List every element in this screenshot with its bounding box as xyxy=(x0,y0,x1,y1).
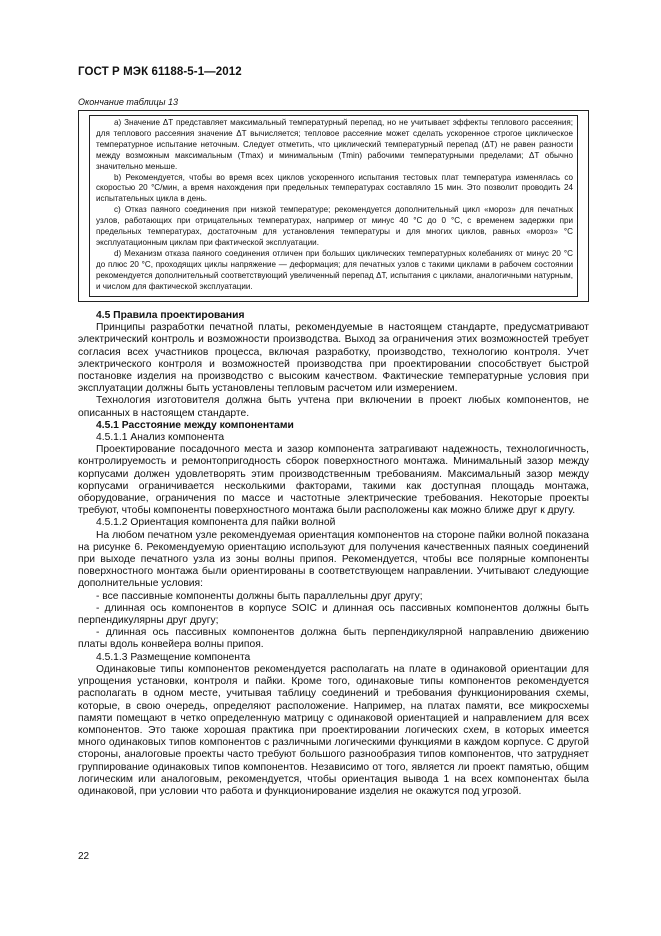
list-item: - все пассивные компоненты должны быть параллельны друг другу; xyxy=(96,590,423,602)
list-item: - длинная ось компонентов в корпусе SOIC и длинная ось пассивных компонентов должны быть перпендикулярны друг другу; xyxy=(78,602,589,627)
paragraph: Технология изготовителя должна быть учтена при включении в проект любых компонентов, не описанных в настоящем стандарте. xyxy=(78,395,589,419)
table-note-a: a) Значение ΔT представляет максимальный температурный перепад, но не учитывает эффекты теплового рассеяния; для теплового рассеяния значение ΔT вычисляется; тепловое рассеяние может сделать ускоренное строгое циклическое температурное испытание неточным. Следует отметить, что циклический температурный перепад (ΔT) не равен разности между возможным максимальным (Tmax) и минимальным (Tmin) рабочими температурными пределами; ΔT обычно значительно меньше. xyxy=(96,118,573,171)
document-header: ГОСТ Р МЭК 61188-5-1—2012 xyxy=(78,66,242,78)
subsection-title: 4.5.1.1 Анализ компонента xyxy=(96,432,225,444)
paragraph: Принципы разработки печатной платы, рекомендуемые в настоящем стандарте, предусматривают электрический контроль и возможности производства. Выход за ограничения этих возможностей требует согласия всех участников процесса, включая разработку, производство, технологию контроля. Учет электрического контроля и возможностей производства при проектировании способствует быстрой постановке изделия на производство с высоким качеством. Фактические температурные условия при эксплуатации должны быть установлены тепловым расчетом или измерением. xyxy=(78,322,589,395)
table-notes-frame xyxy=(78,110,589,302)
table-caption: Окончание таблицы 13 xyxy=(78,97,178,107)
table-notes xyxy=(89,115,578,297)
table-note-b: b) Рекомендуется, чтобы во время всех циклов ускоренного испытания тестовых плат температура изменялась со скоростью 20 °С/мин, а время нахождения при предельных температурах составляло 15 мин. Это позволит проводить 24 испытательных цикла в день. xyxy=(96,172,573,204)
paragraph: Проектирование посадочного места и зазор компонента затрагивают надежность, технологичность, контролируемость и ремонтопригодность сборок поверхностного монтажа. Минимальный зазор между корпусами должен удовлетворять этим производственным требованиям. Максимальный зазор между корпусами ограничивается несколькими факторами, такими как доступная площадь монтажа, оборудование, ограничения по массе и частотные электрические требования. Некоторые проекты требуют, чтобы компоненты поверхностного монтажа были расположены как можно ближе друг к другу. xyxy=(78,444,589,517)
subsection-title: 4.5.1.3 Размещение компонента xyxy=(96,651,251,663)
paragraph: На любом печатном узле рекомендуемая ориентация компонентов на стороне пайки волной показана на рисунке 6. Рекомендуемую ориентацию используют для получения качественных паяных соединений при выходе печатного узла из зоны волны припоя. Рекомендуется, чтобы все полярные компоненты поверхностного монтажа были ориентированы в соответствующем направлении. Учитывают следующие дополнительные условия: xyxy=(78,529,589,590)
paragraph: Одинаковые типы компонентов рекомендуется располагать на плате в одинаковой ориентации для упрощения установки, контроля и пайки. Кроме того, одинаковые типы компонентов рекомендуется располагать в одном месте, учитывая таблицу соединений и требования функционирования схемы, которые, в свою очередь, определяют расположение. Например, на платах памяти, все микросхемы памяти помещают в четко определенную матрицу с одинаковой ориентацией и направлением для всех компонентов. Это также хорошая практика при проектировании логических схем, в которых имеется много одинаковых типов компонентов с различными логическими функциями в каждом корпусе. С другой стороны, аналоговые проекты часто требуют большого разнообразия типов компонентов, что затрудняет группирование одинаковых типов компонентов. Независимо от того, является ли проект памятью, общим логическим или аналоговым, рекомендуется, чтобы ориентация вывода 1 на всех компонентах была одинаковой, при условии что работа и функционирование изделия не окажутся под угрозой. xyxy=(78,663,589,797)
table-note-d: d) Механизм отказа паяного соединения отличен при больших циклических температурных колебаниях от минус 20 °С до плюс 20 °С, проходящих циклы напряжение — деформация; для печатных узлов с такими циклами в рабочем состоянии рекомендуется дополнительный соответствующий увеличенный перепад ΔT, испытания с циклами, аналогичными натурным, и числом для фактической эксплуатации. xyxy=(96,248,573,291)
section-heading: 4.5 Правила проектирования xyxy=(96,310,245,321)
table-note-c: c) Отказ паяного соединения при низкой температуре; рекомендуется дополнительный цикл «мороз» для печатных узлов, работающих при отрицательных температурах, например от минус 40 °С до 0 °С, с временем задержки при предельных температурах, достаточным для установления температуры и для многих циклов, равных «мороз» °С эксплуатационным циклам при фактической эксплуатации. xyxy=(96,205,573,247)
page-number: 22 xyxy=(78,851,90,862)
subsection-title: 4.5.1.2 Ориентация компонента для пайки волной xyxy=(96,517,336,529)
list-item: - длинная ось пассивных компонентов должна быть перпендикулярной направлению движению платы вдоль конвейера волны припоя. xyxy=(78,627,589,651)
subsection-heading: 4.5.1 Расстояние между компонентами xyxy=(96,419,294,431)
main-content xyxy=(78,310,589,798)
